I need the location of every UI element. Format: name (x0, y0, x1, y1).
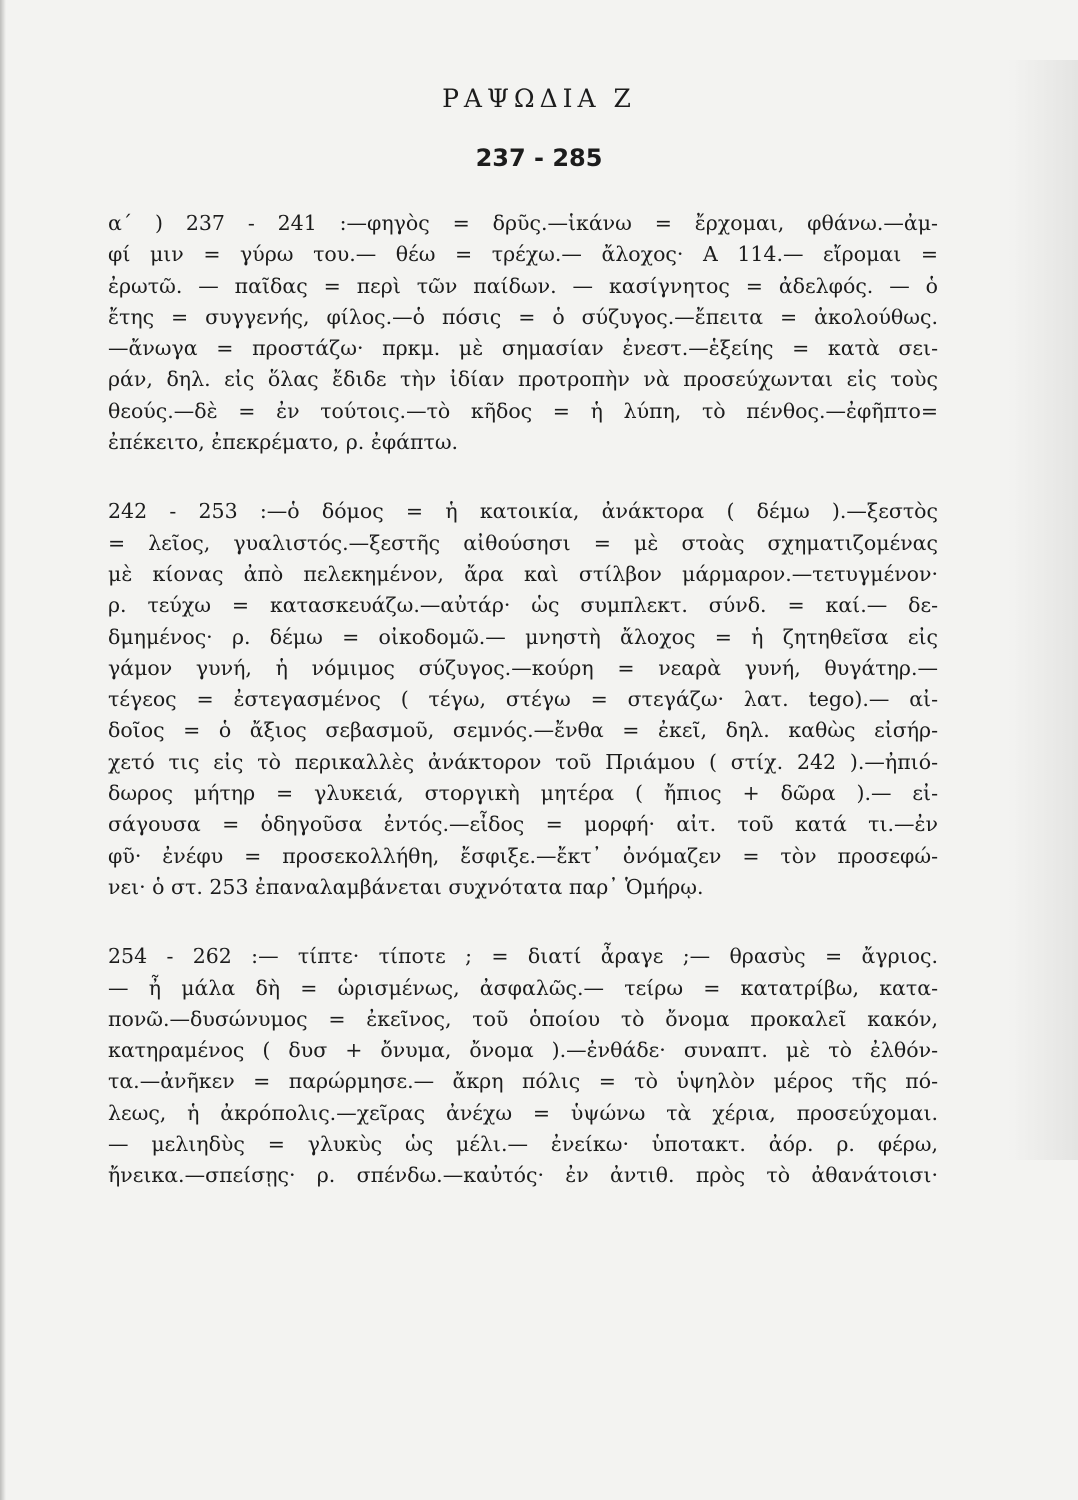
text-line: νει· ὁ στ. 253 ἐπαναλαμβάνεται συχνότατα παρ᾽ Ὁμήρῳ. (108, 874, 704, 899)
text-line: 242 - 253 :—ὁ δόμος = ἡ κατοικία, ἀνάκτορα ( δέμω ).—ξεστὸς (108, 499, 938, 524)
text-line: δωρος μήτηρ = γλυκειά, στοργικὴ μητέρα ( ἤπιος + δῶρα ).— εἰ- (108, 781, 938, 806)
text-line: ἤνεικα.—σπείσῃς· ρ. σπένδω.—καὐτός· ἐν ἀντιθ. πρὸς τὸ ἀθανάτοισι· (108, 1163, 938, 1188)
text-line: μὲ κίονας ἀπὸ πελεκημένον, ἄρα καὶ στίλβον μάρμαρον.—τετυγμένον· (108, 561, 938, 586)
text-line: ἐπέκειτο, ἐπεκρέματο, ρ. ἐφάπτω. (108, 430, 459, 455)
paragraph-gap (108, 458, 938, 496)
text-line: τα.—ἀνῆκεν = παρώρμησε.— ἄκρη πόλις = τὸ ὑψηλὸν μέρος τῆς πό- (108, 1069, 938, 1094)
paragraph-gap (108, 903, 938, 941)
commentary-body (108, 208, 938, 1192)
text-line: = λεῖος, γυαλιστός.—ξεστῆς αἰθούσησι = μὲ στοὰς σχηματιζομένας (108, 530, 938, 555)
text-line: 254 - 262 :— τίπτε· τίποτε ; = διατί ἆραγε ;— θρασὺς = ἄγριος. (108, 944, 938, 969)
paragraph-254-262 (108, 941, 938, 1191)
text-line: ἔτης = συγγενής, φίλος.—ὁ πόσις = ὁ σύζυγος.—ἔπειτα = ἀκολούθως. (108, 304, 938, 329)
text-line: α΄ ) 237 - 241 :—φηγὸς = δρῦς.—ἱκάνω = ἔρχομαι, φθάνω.—ἀμ- (108, 211, 938, 235)
text-line: πονῶ.—δυσώνυμος = ἐκεῖνος, τοῦ ὁποίου τὸ ὄνομα προκαλεῖ κακόν, (108, 1006, 938, 1031)
text-line: τέγεος = ἐστεγασμένος ( τέγω, στέγω = στεγάζω· λατ. tego).— αἰ- (108, 687, 938, 712)
text-line: κατηραμένος ( δυσ + ὄνυμα, ὄνομα ).—ἐνθάδε· συναπτ. μὲ τὸ ἐλθόν- (108, 1038, 938, 1063)
text-line: φί μιν = γύρω του.— θέω = τρέχω.— ἄλοχος· Α 114.— εἴρομαι = (108, 242, 938, 267)
text-line: λεως, ἡ ἀκρόπολις.—χεῖρας ἀνέχω = ὑψώνω τὰ χέρια, προσεύχομαι. (108, 1100, 938, 1125)
text-line: — ἦ μάλα δὴ = ὡρισμένως, ἀσφαλῶς.— τείρω = κατατρίβω, κατα- (108, 975, 938, 1000)
chapter-title: ΡΑΨΩΔΙΑ Ζ (442, 84, 636, 113)
text-line: σάγουσα = ὁδηγοῦσα ἐντός.—εἶδος = μορφή· αἰτ. τοῦ κατά τι.—ἐν (108, 812, 938, 837)
text-line: φῦ· ἐνέφυ = προσεκολλήθη, ἔσφιξε.—ἔκτ᾽ ὀνόμαζεν = τὸν προσεφώ- (108, 843, 938, 868)
paragraph-237-241 (108, 208, 938, 458)
text-line: χετό τις εἰς τὸ περικαλλὲς ἀνάκτορον τοῦ Πριάμου ( στίχ. 242 ).—ἠπιό- (108, 749, 938, 774)
text-line: γάμον γυνή, ἡ νόμιμος σύζυγος.—κούρη = νεαρὰ γυνή, θυγάτηρ.— (108, 655, 938, 680)
text-line: δοῖος = ὁ ἄξιος σεβασμοῦ, σεμνός.—ἔνθα = ἐκεῖ, δηλ. καθὼς εἰσήρ- (108, 718, 938, 743)
text-line: δμημένος· ρ. δέμω = οἰκοδομῶ.— μνηστὴ ἄλοχος = ἡ ζητηθεῖσα εἰς (108, 624, 938, 649)
text-line: θεούς.—δὲ = ἐν τούτοις.—τὸ κῆδος = ἡ λύπη, τὸ πένθος.—ἐφῆπτο= (108, 398, 938, 423)
text-line: —ἄνωγα = προστάζω· πρκμ. μὲ σημασίαν ἐνεστ.—ἑξείης = κατὰ σει- (108, 336, 938, 361)
bleed-through-shading (1008, 60, 1078, 1160)
text-line: ράν, δηλ. εἰς ὅλας ἔδιδε τὴν ἰδίαν προτροπὴν νὰ προσεύχωνται εἰς τοὺς (108, 367, 938, 392)
paragraph-242-253 (108, 496, 938, 903)
text-line: ἐρωτῶ. — παῖδας = περὶ τῶν παίδων. — κασίγνητος = ἀδελφός. — ὁ (108, 273, 938, 298)
verse-range: 237 - 285 (475, 144, 603, 172)
page-edge-shadow (0, 0, 6, 1500)
text-line: — μελιηδὺς = γλυκὺς ὡς μέλι.— ἐνείκω· ὑποτακτ. ἀόρ. ρ. φέρω, (108, 1132, 938, 1157)
text-line: ρ. τεύχω = κατασκευάζω.—αὐτάρ· ὡς συμπλεκτ. σύνδ. = καί.— δε- (108, 593, 938, 618)
